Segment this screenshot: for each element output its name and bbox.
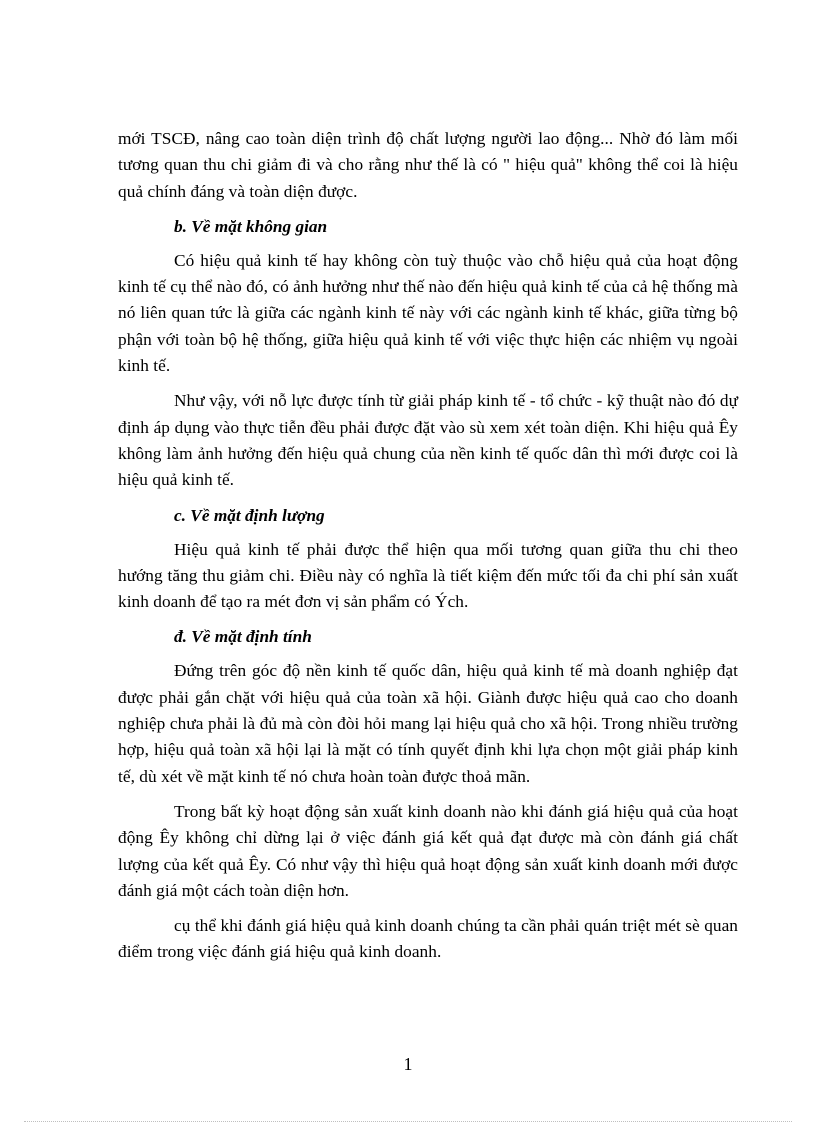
section-heading-d: đ. Về mặt định tính — [174, 627, 312, 647]
section-heading-b: b. Về mặt không gian — [174, 216, 328, 236]
footer-divider — [24, 1121, 792, 1122]
paragraph: Đứng trên góc độ nền kinh tế quốc dân, hiệu quả kinh tế mà doanh nghiệp đạt được phải gắn chặt với hiệu quả của toàn xã hội. Giành được hiệu quả cao cho doanh nghiệp chưa phải là đủ mà còn đòi hỏi mang lại hiệu quả cho xã hội. Trong nhiều trường hợp, hiệu quả toàn xã hội lại là mặt có tính quyết định khi lựa chọn một giải pháp kinh tế, dù xét về mặt kinh tế nó chưa hoàn toàn được thoả mãn. — [118, 661, 738, 786]
paragraph: cụ thể khi đánh giá hiệu quả kinh doanh chúng ta cần phải quán triệt mét sè quan điểm trong việc đánh giá hiệu quả kinh doanh. — [118, 916, 738, 962]
paragraph: mới TSCĐ, nâng cao toàn diện trình độ chất lượng người lao động... Nhờ đó làm mối tương quan thu chi giảm đi và cho rằng như thế là có " hiệu quả" không thể coi là hiệu quả chính đáng và toàn diện được. — [118, 129, 738, 201]
page-number: 1 — [403, 1054, 413, 1074]
paragraph: Trong bất kỳ hoạt động sản xuất kinh doanh nào khi đánh giá hiệu quả của hoạt động Êy không chỉ dừng lại ở việc đánh giá kết quả đạt được mà còn đánh giá chất lượng của kết quả Êy. Có như vậy thì hiệu quả hoạt động sản xuất kinh doanh mới được đánh giá một cách toàn diện hơn. — [118, 801, 738, 900]
paragraph: Như vậy, với nỗ lực được tính từ giải pháp kinh tế - tổ chức - kỹ thuật nào đó dự định áp dụng vào thực tiễn đều phải được đặt vào sù xem xét toàn diện. Khi hiệu quả Êy không làm ảnh hưởng đến hiệu quả chung của nền kinh tế quốc dân thì mới được coi là hiệu quả kinh tế. — [118, 391, 738, 490]
section-heading-c: c. Về mặt định lượng — [174, 505, 325, 525]
paragraph: Có hiệu quả kinh tế hay không còn tuỳ thuộc vào chỗ hiệu quả của hoạt động kinh tế cụ thể nào đó, có ảnh hưởng như thế nào đến hiệu quả kinh tế của cả hệ thống mà nó liên quan tức là giữa các ngành kinh tế này với các ngành kinh tế khác, giữa từng bộ phận với toàn bộ hệ thống, giữa hiệu quả kinh tế với việc thực hiện các nhiệm vụ ngoài kinh tế. — [118, 250, 738, 376]
paragraph: Hiệu quả kinh tế phải được thể hiện qua mối tương quan giữa thu chi theo hướng tăng thu giảm chi. Điều này có nghĩa là tiết kiệm đến mức tối đa chi phí sản xuất kinh doanh để tạo ra mét đơn vị sản phẩm có Ých. — [118, 539, 738, 612]
page-body — [118, 126, 738, 975]
